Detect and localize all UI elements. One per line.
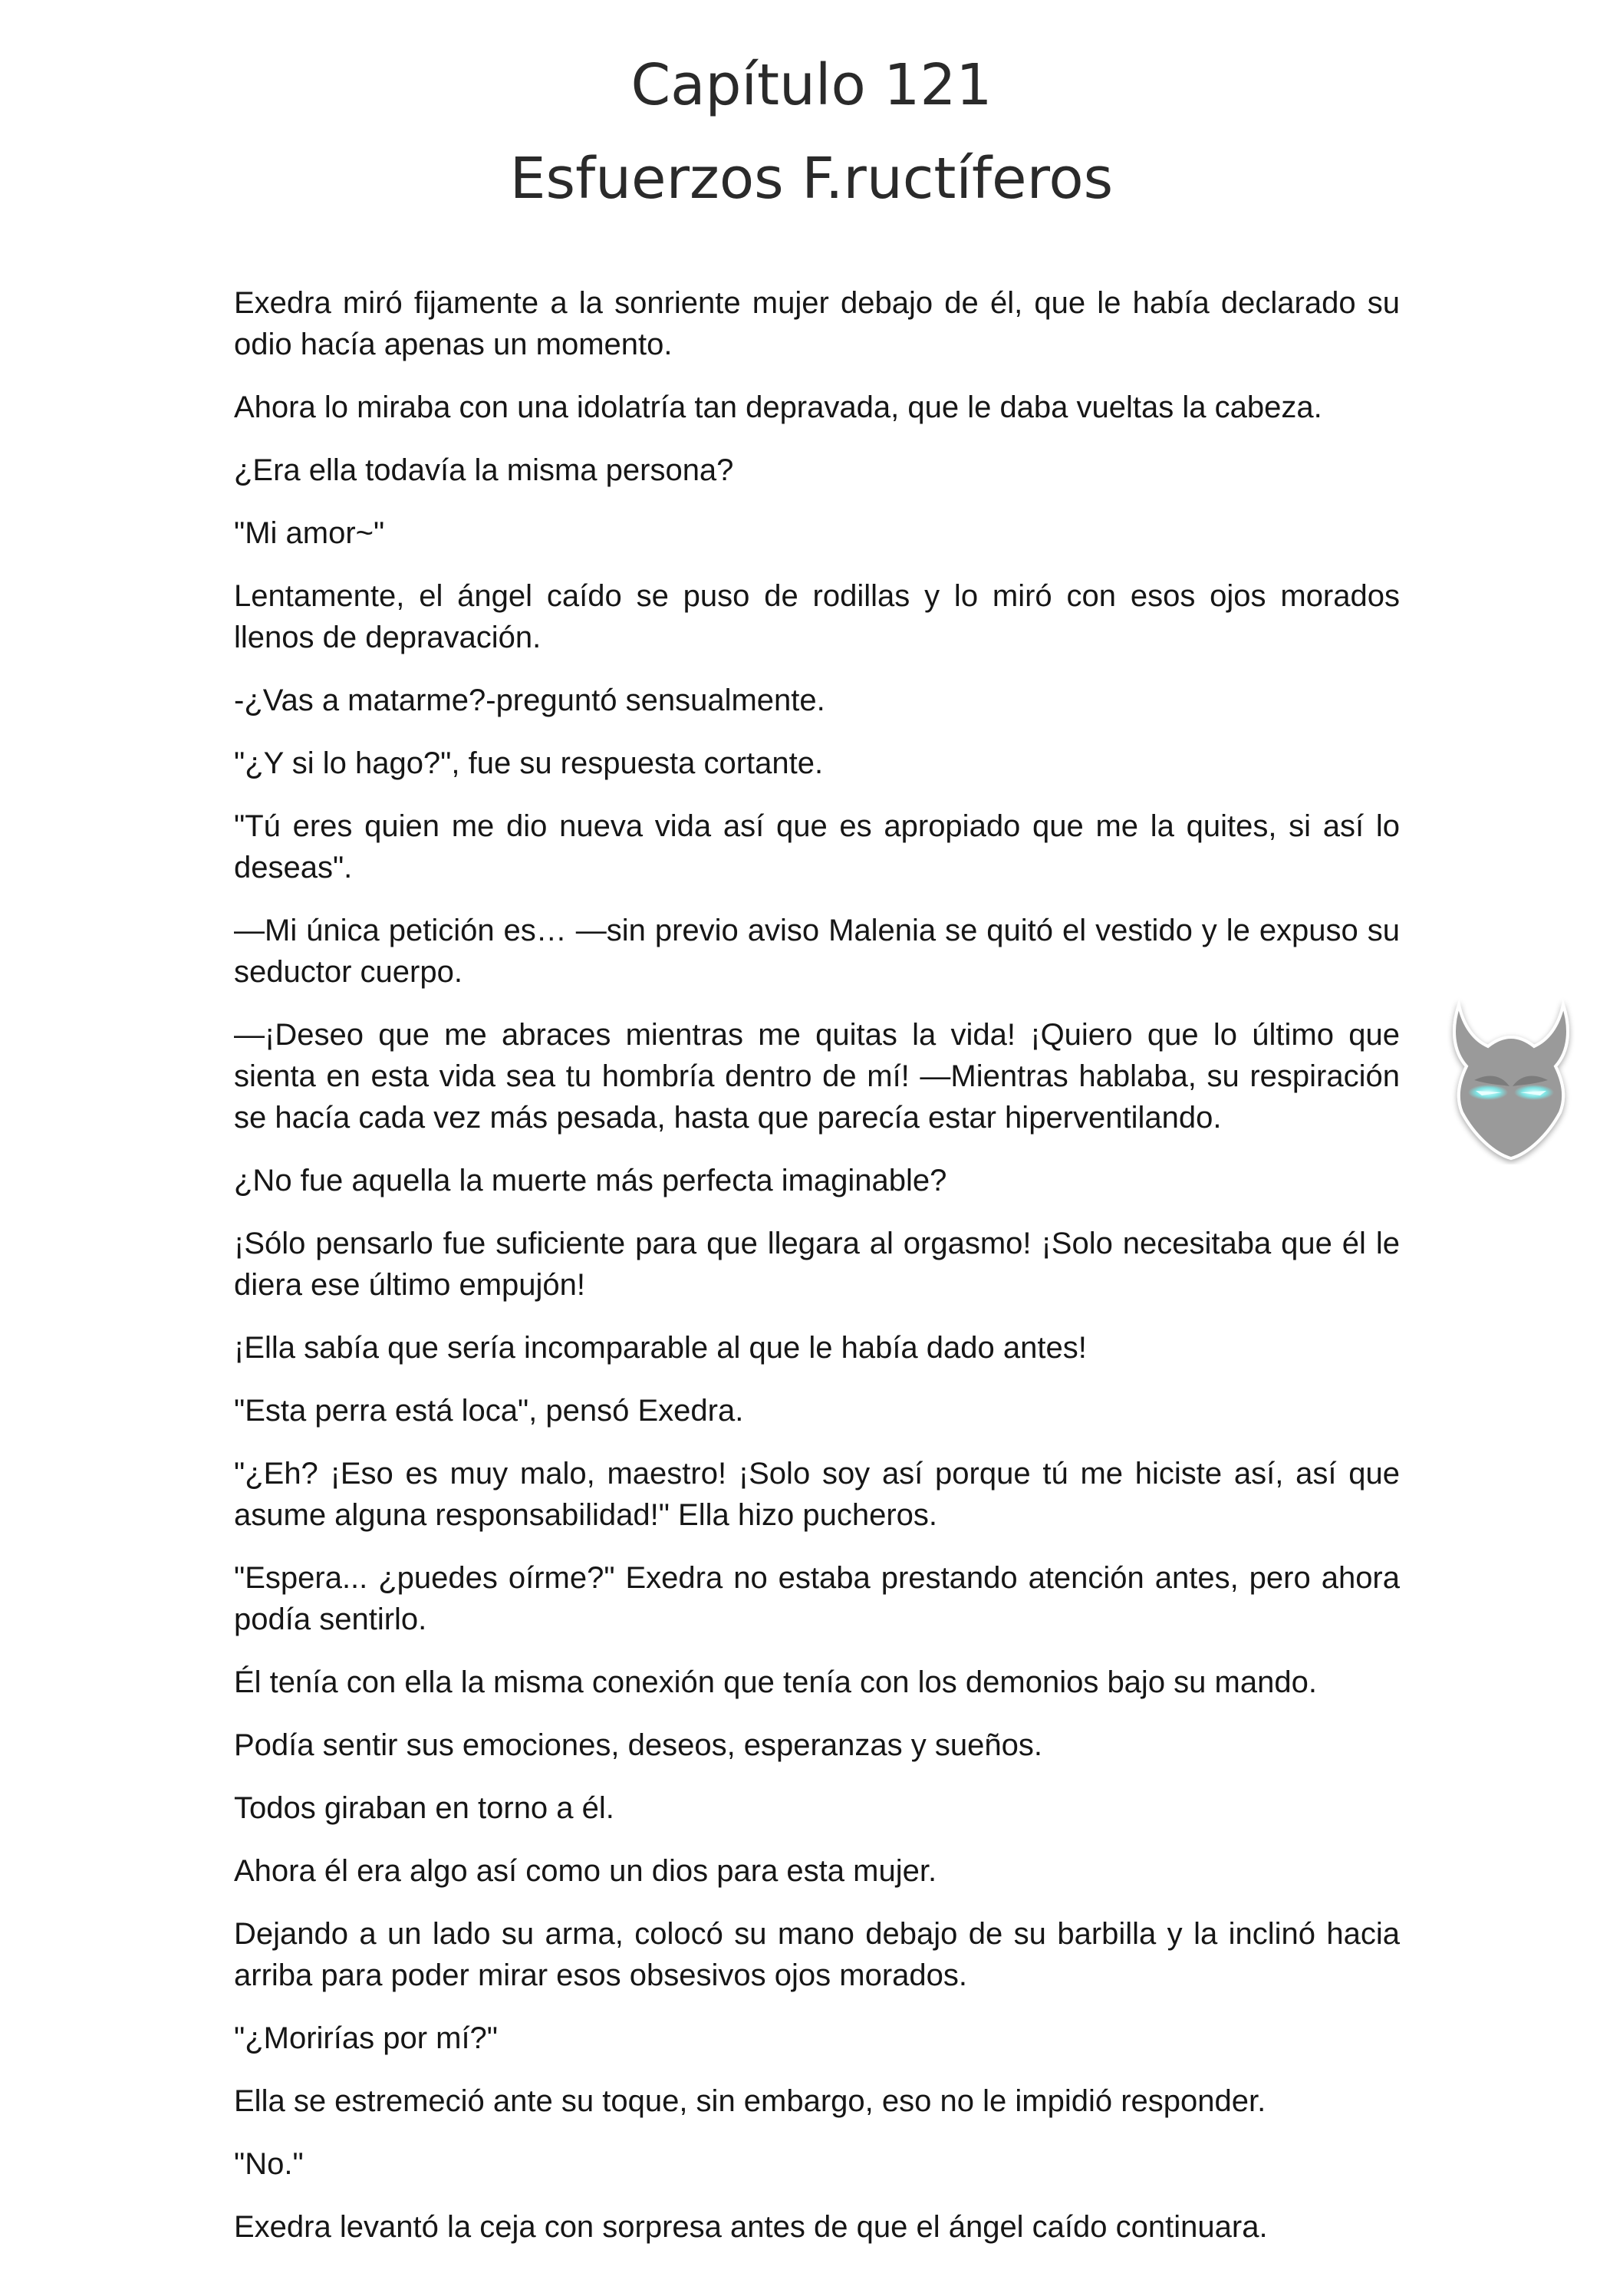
chapter-header	[0, 38, 1623, 226]
chapter-body	[234, 282, 1400, 2269]
paragraph: Ahora lo miraba con una idolatría tan depravada, que le daba vueltas la cabeza.	[234, 390, 1322, 424]
paragraph: —Mi única petición es… —sin previo aviso Malenia se quitó el vestido y le expuso su seductor cuerpo.	[234, 914, 1400, 989]
demon-head-icon	[1436, 990, 1586, 1164]
paragraph: "Esta perra está loca", pensó Exedra.	[234, 1394, 744, 1428]
paragraph: "¿Y si lo hago?", fue su respuesta cortante.	[234, 746, 824, 780]
paragraph: ¡Sólo pensarlo fue suficiente para que llegara al orgasmo! ¡Solo necesitaba que él le diera ese último empujón!	[234, 1227, 1400, 1302]
paragraph: Lentamente, el ángel caído se puso de rodillas y lo miró con esos ojos morados llenos de depravación.	[234, 579, 1400, 654]
chapter-number: Capítulo 121	[630, 52, 993, 118]
paragraph: "¿Eh? ¡Eso es muy malo, maestro! ¡Solo soy así porque tú me hiciste así, así que asume alguna responsabilidad!" Ella hizo pucheros.	[234, 1457, 1400, 1532]
paragraph: Dejando a un lado su arma, colocó su mano debajo de su barbilla y la inclinó hacia arriba para poder mirar esos obsesivos ojos morados.	[234, 1917, 1400, 1992]
paragraph: Exedra miró fijamente a la sonriente mujer debajo de él, que le había declarado su odio hacía apenas un momento.	[234, 286, 1400, 361]
paragraph: ¿No fue aquella la muerte más perfecta imaginable?	[234, 1164, 947, 1197]
paragraph: ¿Era ella todavía la misma persona?	[234, 453, 734, 487]
paragraph: "Mi amor~"	[234, 516, 385, 550]
paragraph: Él tenía con ella la misma conexión que tenía con los demonios bajo su mando.	[234, 1665, 1317, 1699]
paragraph: Exedra levantó la ceja con sorpresa antes de que el ángel caído continuara.	[234, 2210, 1268, 2244]
paragraph: "¿Morirías por mí?"	[234, 2021, 499, 2055]
paragraph: Ahora él era algo así como un dios para esta mujer.	[234, 1854, 937, 1888]
paragraph: -¿Vas a matarme?-preguntó sensualmente.	[234, 684, 825, 717]
chapter-title: Esfuerzos F.ructíferos	[509, 146, 1114, 212]
paragraph: "Tú eres quien me dio nueva vida así que es apropiado que me la quites, si así lo deseas".	[234, 809, 1400, 884]
paragraph: Ella se estremeció ante su toque, sin embargo, eso no le impidió responder.	[234, 2084, 1266, 2118]
paragraph: Podía sentir sus emociones, deseos, esperanzas y sueños.	[234, 1728, 1042, 1762]
paragraph: "No."	[234, 2147, 304, 2181]
paragraph: Todos giraban en torno a él.	[234, 1791, 614, 1825]
paragraph: ¡Ella sabía que sería incomparable al que le había dado antes!	[234, 1331, 1087, 1365]
paragraph: "Espera... ¿puedes oírme?" Exedra no estaba prestando atención antes, pero ahora podía sentirlo.	[234, 1561, 1400, 1636]
paragraph: —¡Deseo que me abraces mientras me quitas la vida! ¡Quiero que lo último que sienta en esta vida sea tu hombría dentro de mí! —Mientras hablaba, su respiración se hacía cada vez más pesada, hasta que parecía estar hiperventilando.	[234, 1018, 1400, 1135]
